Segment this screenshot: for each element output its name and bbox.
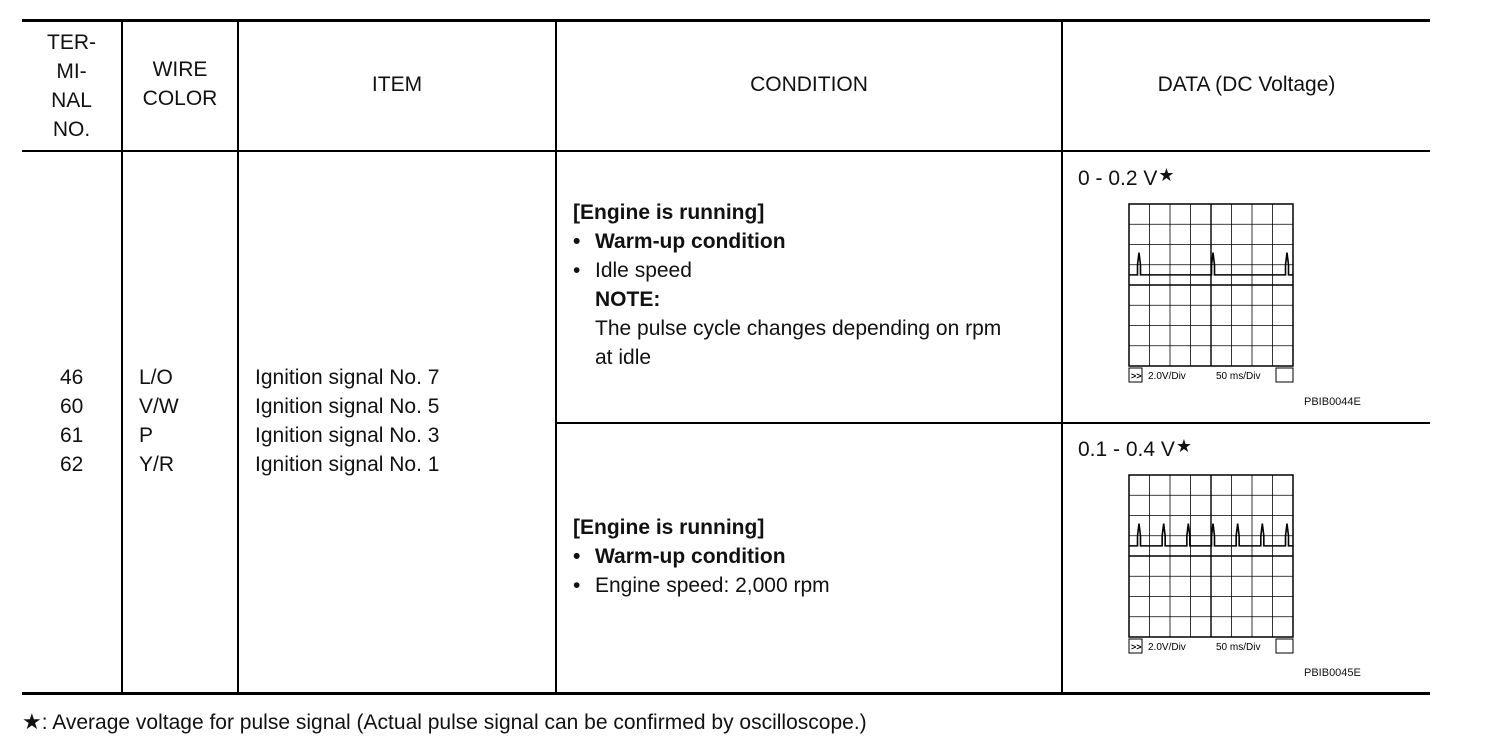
terminal-no: 62	[60, 453, 84, 476]
condition-bullet: • Engine speed: 2,000 rpm	[573, 574, 830, 597]
condition-bullet: • Idle speed	[573, 259, 692, 282]
volt-per-div: 2.0V/Div	[1148, 371, 1186, 382]
wire-color: Y/R	[139, 453, 175, 476]
star-icon: ★	[1175, 436, 1193, 456]
figure-code: PBIB0045E	[1304, 667, 1361, 679]
scope-arrow: >>	[1131, 371, 1142, 381]
terminal-list	[60, 363, 83, 479]
condition-title: [Engine is running]	[573, 201, 765, 224]
voltage-value: 0 - 0.2 V★	[1078, 165, 1175, 190]
star-icon: ★	[22, 709, 42, 734]
item-list	[255, 363, 439, 479]
note-label: NOTE:	[595, 288, 661, 311]
scope-corner-box	[1276, 368, 1293, 382]
volt-per-div: 2.0V/Div	[1148, 642, 1186, 653]
wire-color-list	[139, 363, 179, 479]
voltage-value: 0.1 - 0.4 V★	[1078, 436, 1193, 461]
star-icon: ★	[1158, 165, 1175, 185]
time-per-div: 50 ms/Div	[1216, 642, 1261, 653]
note-text: The pulse cycle changes depending on rpm	[595, 317, 1002, 340]
condition-bullet: • Warm-up condition	[573, 545, 786, 568]
terminal-no: 46	[60, 366, 84, 389]
terminal-no: 61	[60, 424, 84, 447]
header-item: ITEM	[371, 72, 423, 96]
time-per-div: 50 ms/Div	[1216, 371, 1261, 382]
condition-title: [Engine is running]	[573, 516, 765, 539]
condition-bullet: • Warm-up condition	[573, 230, 786, 253]
item-name: Ignition signal No. 1	[255, 453, 440, 476]
oscilloscope-waveform	[1128, 203, 1296, 385]
table-bottom-border	[22, 692, 1430, 695]
header-wire-color: WIRE COLOR	[142, 58, 218, 110]
scope-corner-box	[1276, 639, 1293, 653]
header-terminal-no: TER- MI- NAL NO.	[47, 31, 96, 141]
header-divider	[22, 150, 1430, 152]
footnote: ★: Average voltage for pulse signal (Actual pulse signal can be confirmed by oscilloscope.)	[22, 709, 867, 734]
oscilloscope-graph	[1128, 474, 1296, 656]
header-condition: CONDITION	[750, 72, 868, 96]
item-name: Ignition signal No. 3	[255, 424, 440, 447]
oscilloscope-graph	[1128, 203, 1296, 385]
header-data: DATA (DC Voltage)	[1157, 72, 1336, 96]
wire-color: V/W	[139, 395, 179, 418]
note-text: at idle	[595, 346, 652, 369]
terminal-no: 60	[60, 395, 84, 418]
oscilloscope-waveform	[1128, 474, 1296, 656]
scope-arrow: >>	[1131, 642, 1142, 652]
condition-2000rpm	[573, 513, 1058, 600]
wire-color: P	[139, 424, 154, 447]
condition-row-divider	[557, 422, 1430, 424]
wire-color: L/O	[139, 366, 173, 389]
item-name: Ignition signal No. 7	[255, 366, 440, 389]
condition-idle	[573, 198, 1058, 372]
figure-code: PBIB0044E	[1304, 396, 1361, 408]
item-name: Ignition signal No. 5	[255, 395, 440, 418]
